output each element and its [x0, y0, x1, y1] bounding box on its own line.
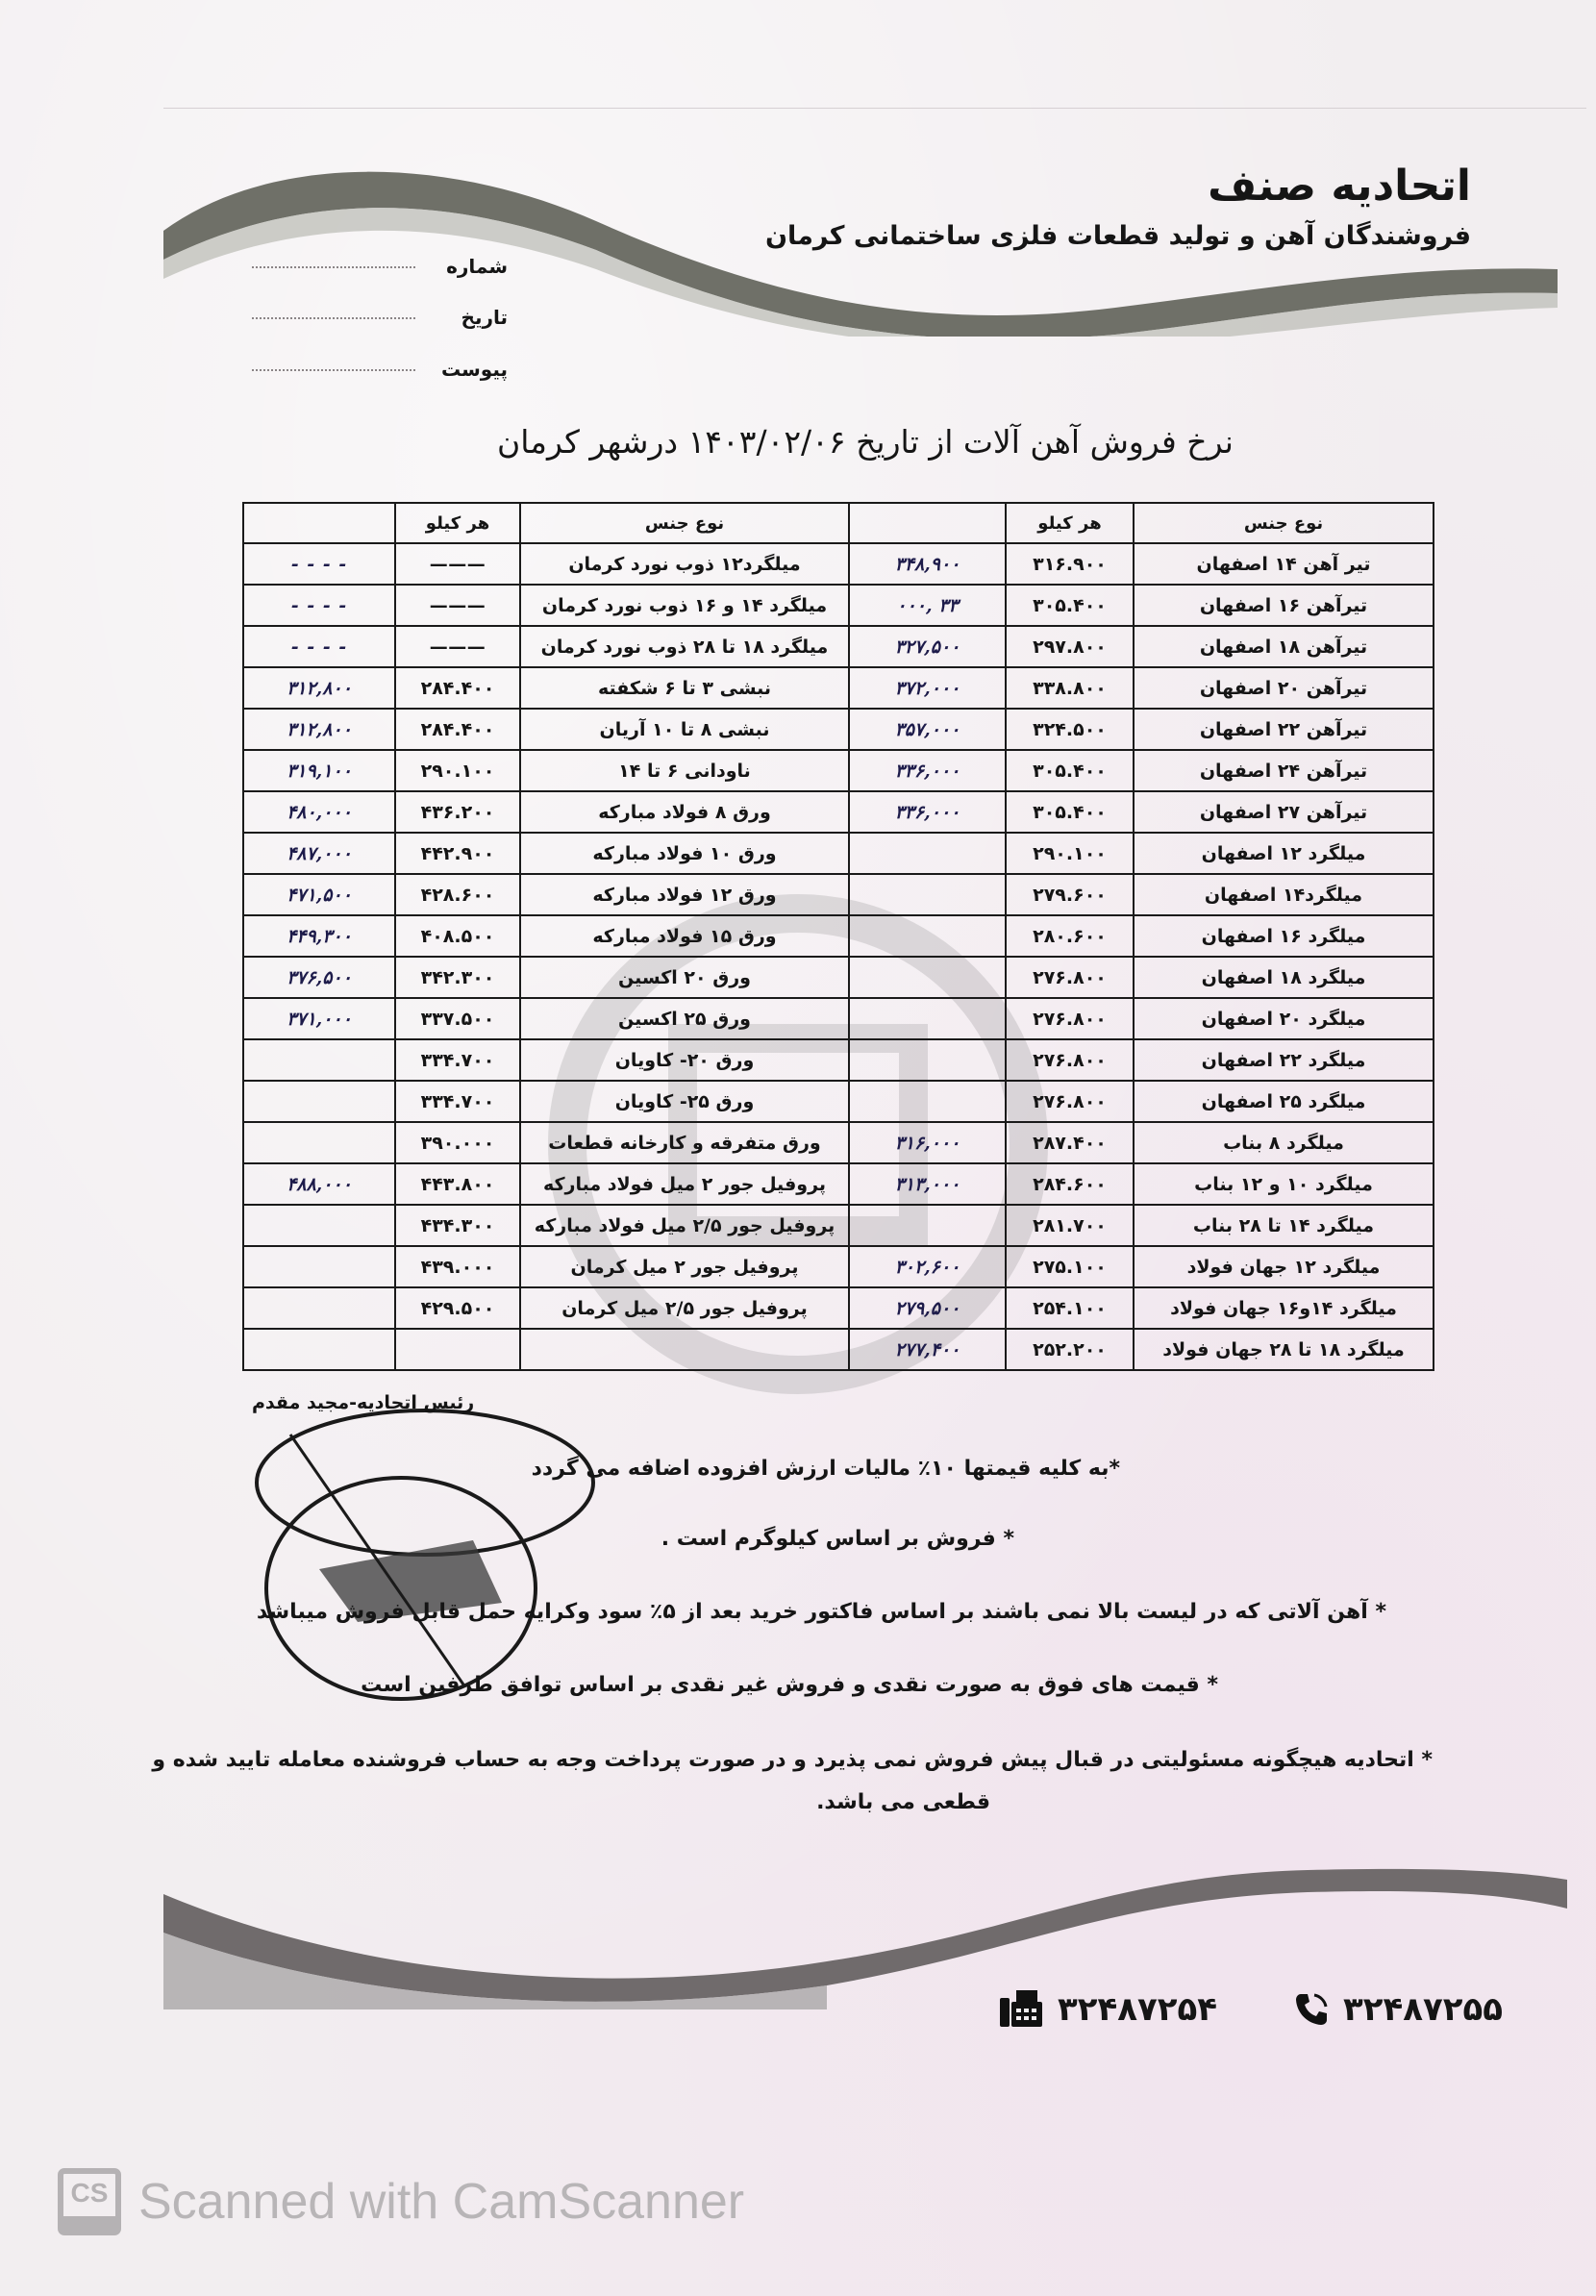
handwritten-price-left: [243, 1329, 395, 1370]
table-row: [243, 957, 1434, 998]
header-price-right: هر کیلو: [1006, 503, 1134, 543]
price-per-kilo-left: ۲۹۰.۱۰۰: [395, 750, 520, 791]
item-type-right: میلگرد ۲۲ اصفهان: [1134, 1039, 1434, 1081]
handwritten-price-left: - - - -: [243, 626, 395, 667]
document-title: نرخ فروش آهن آلات از تاریخ ۱۴۰۳/۰۲/۰۶ درشهر کرمان: [497, 423, 1234, 461]
handwritten-price-left: ۴۴۹,۳۰۰: [243, 915, 395, 957]
price-per-kilo-right: ۳۰۵.۴۰۰: [1006, 750, 1134, 791]
item-type-right: تیرآهن ۱۶ اصفهان: [1134, 585, 1434, 626]
handwritten-price-right: ۳۷۲,۰۰۰: [849, 667, 1006, 709]
table-row: [243, 585, 1434, 626]
item-type-left: میلگرد ۱۸ تا ۲۸ ذوب نورد کرمان: [520, 626, 849, 667]
handwritten-price-left: [243, 1205, 395, 1246]
price-per-kilo-right: ۳۰۵.۴۰۰: [1006, 791, 1134, 833]
item-type-right: میلگرد ۱۸ اصفهان: [1134, 957, 1434, 998]
phone-contact: [1293, 1990, 1503, 2029]
handwritten-price-left: - - - -: [243, 543, 395, 585]
field-date: [252, 306, 508, 329]
price-per-kilo-left: ۳۹۰.۰۰۰: [395, 1122, 520, 1163]
handwritten-price-left: ۴۸۸,۰۰۰: [243, 1163, 395, 1205]
table-row: [243, 1329, 1434, 1370]
price-per-kilo-left: ۴۰۸.۵۰۰: [395, 915, 520, 957]
header-price-left: هر کیلو: [395, 503, 520, 543]
org-title: اتحادیه صنف: [1208, 162, 1471, 211]
item-type-right: تیرآهن ۲۲ اصفهان: [1134, 709, 1434, 750]
note-unlisted-items: * آهن آلاتی که در لیست بالا نمی باشند بر اساس فاکتور خرید بعد از ۵٪ سود وکرایه حمل قابل فروش میباشد: [256, 1600, 1386, 1624]
table-row: [243, 750, 1434, 791]
item-type-left: پروفیل جور ۲ میل کرمان: [520, 1246, 849, 1287]
item-type-right: میلگرد ۲۰ اصفهان: [1134, 998, 1434, 1039]
note-sale-by-kg: * فروش بر اساس کیلوگرم است .: [661, 1527, 1014, 1551]
org-subtitle: فروشندگان آهن و تولید قطعات فلزی ساختمانی کرمان: [765, 221, 1471, 251]
handwritten-price-right: [849, 833, 1006, 874]
price-per-kilo-left: ۳۴۲.۳۰۰: [395, 957, 520, 998]
price-per-kilo-left: [395, 1329, 520, 1370]
table-row: [243, 998, 1434, 1039]
field-date-blank: [252, 316, 415, 319]
header-type-right: نوع جنس: [1134, 503, 1434, 543]
page-edge: [163, 108, 1586, 109]
note-liability-cont: قطعی می باشد.: [816, 1790, 990, 1814]
handwritten-price-left: ۴۸۰,۰۰۰: [243, 791, 395, 833]
item-type-left: پروفیل جور ۲ میل فولاد مبارکه: [520, 1163, 849, 1205]
note-vat: *به کلیه قیمتها ۱۰٪ مالیات ارزش افزوده اضافه می گردد: [531, 1457, 1120, 1481]
item-type-left: ورق متفرقه و کارخانه قطعات: [520, 1122, 849, 1163]
price-per-kilo-left: ۳۳۴.۷۰۰: [395, 1039, 520, 1081]
handwritten-price-left: [243, 1081, 395, 1122]
phone-number: ۳۲۴۸۷۲۵۵: [1343, 1990, 1504, 2029]
item-type-left: نبشی ۳ تا ۶ شکفته: [520, 667, 849, 709]
handwritten-price-left: [243, 1122, 395, 1163]
price-per-kilo-right: ۲۷۵.۱۰۰: [1006, 1246, 1134, 1287]
price-per-kilo-left: ———: [395, 543, 520, 585]
price-per-kilo-left: ۴۴۲.۹۰۰: [395, 833, 520, 874]
price-per-kilo-left: ۲۸۴.۴۰۰: [395, 709, 520, 750]
item-type-right: تیرآهن ۲۰ اصفهان: [1134, 667, 1434, 709]
handwritten-price-right: ۳۳ ,۰۰۰: [849, 585, 1006, 626]
table-row: [243, 1081, 1434, 1122]
price-per-kilo-right: ۲۹۷.۸۰۰: [1006, 626, 1134, 667]
handwritten-price-left: [243, 1287, 395, 1329]
item-type-left: ورق ۲۵ اکسین: [520, 998, 849, 1039]
price-per-kilo-right: ۳۰۵.۴۰۰: [1006, 585, 1134, 626]
price-per-kilo-right: ۳۲۴.۵۰۰: [1006, 709, 1134, 750]
fax-contact: [1000, 1990, 1217, 2029]
handwritten-price-right: [849, 998, 1006, 1039]
item-type-left: ورق ۱۵ فولاد مبارکه: [520, 915, 849, 957]
item-type-left: ورق ۸ فولاد مبارکه: [520, 791, 849, 833]
price-per-kilo-right: ۲۷۹.۶۰۰: [1006, 874, 1134, 915]
item-type-right: میلگرد ۱۰ و ۱۲ بناب: [1134, 1163, 1434, 1205]
table-row: [243, 626, 1434, 667]
table-row: [243, 1039, 1434, 1081]
price-per-kilo-right: ۲۵۲.۲۰۰: [1006, 1329, 1134, 1370]
price-per-kilo-right: ۲۸۰.۶۰۰: [1006, 915, 1134, 957]
price-per-kilo-right: ۳۱۶.۹۰۰: [1006, 543, 1134, 585]
table-row: [243, 1122, 1434, 1163]
item-type-right: تیر آهن ۱۴ اصفهان: [1134, 543, 1434, 585]
price-per-kilo-left: ———: [395, 585, 520, 626]
table-row: [243, 709, 1434, 750]
price-per-kilo-left: ۴۳۶.۲۰۰: [395, 791, 520, 833]
field-date-label: تاریخ: [461, 306, 508, 329]
header-type-left: نوع جنس: [520, 503, 849, 543]
item-type-right: میلگرد ۱۴ تا ۲۸ بناب: [1134, 1205, 1434, 1246]
field-number-label: شماره: [446, 255, 508, 278]
item-type-right: تیرآهن ۲۷ اصفهان: [1134, 791, 1434, 833]
handwritten-price-right: [849, 915, 1006, 957]
item-type-left: [520, 1329, 849, 1370]
table-row: [243, 833, 1434, 874]
price-per-kilo-right: ۳۳۸.۸۰۰: [1006, 667, 1134, 709]
handwritten-price-right: [849, 1081, 1006, 1122]
field-attachment: [252, 358, 508, 381]
item-type-right: میلگرد ۲۵ اصفهان: [1134, 1081, 1434, 1122]
item-type-left: ورق ۲۰- کاویان: [520, 1039, 849, 1081]
fax-number: ۳۲۴۸۷۲۵۴: [1058, 1990, 1218, 2029]
item-type-left: ورق ۲۰ اکسین: [520, 957, 849, 998]
item-type-left: ورق ۱۰ فولاد مبارکه: [520, 833, 849, 874]
item-type-right: تیرآهن ۲۴ اصفهان: [1134, 750, 1434, 791]
camscanner-logo-icon: CS: [58, 2168, 121, 2235]
handwritten-price-right: ۳۱۶,۰۰۰: [849, 1122, 1006, 1163]
handwritten-price-right: ۳۱۳,۰۰۰: [849, 1163, 1006, 1205]
table-header-row: [243, 503, 1434, 543]
item-type-right: میلگرد ۸ بناب: [1134, 1122, 1434, 1163]
table-row: [243, 1163, 1434, 1205]
item-type-left: میلگرد۱۲ ذوب نورد کرمان: [520, 543, 849, 585]
table-row: [243, 543, 1434, 585]
handwritten-price-right: ۳۳۶,۰۰۰: [849, 791, 1006, 833]
handwritten-price-left: ۳۱۲,۸۰۰: [243, 667, 395, 709]
price-per-kilo-right: ۲۹۰.۱۰۰: [1006, 833, 1134, 874]
item-type-right: میلگرد ۱۲ جهان فولاد: [1134, 1246, 1434, 1287]
handwritten-price-left: - - - -: [243, 585, 395, 626]
signer-name: رئیس اتحادیه-مجید مقدم: [252, 1392, 475, 1413]
handwritten-price-right: ۳۰۲,۶۰۰: [849, 1246, 1006, 1287]
handwritten-price-right: ۲۷۷,۴۰۰: [849, 1329, 1006, 1370]
item-type-left: ناودانی ۶ تا ۱۴: [520, 750, 849, 791]
table-row: [243, 1205, 1434, 1246]
official-stamp: [252, 1396, 656, 1713]
handwritten-price-right: [849, 957, 1006, 998]
price-per-kilo-right: ۲۸۱.۷۰۰: [1006, 1205, 1134, 1246]
field-attachment-blank: [252, 368, 415, 371]
handwritten-price-left: ۴۷۱,۵۰۰: [243, 874, 395, 915]
handwritten-price-left: [243, 1039, 395, 1081]
price-per-kilo-right: ۲۷۶.۸۰۰: [1006, 1081, 1134, 1122]
price-per-kilo-left: ۴۲۸.۶۰۰: [395, 874, 520, 915]
item-type-left: میلگرد ۱۴ و ۱۶ ذوب نورد کرمان: [520, 585, 849, 626]
handwritten-price-right: [849, 1205, 1006, 1246]
table-row: [243, 667, 1434, 709]
price-per-kilo-left: ۴۴۳.۸۰۰: [395, 1163, 520, 1205]
handwritten-price-right: ۳۴۸,۹۰۰: [849, 543, 1006, 585]
handwritten-price-left: ۴۸۷,۰۰۰: [243, 833, 395, 874]
field-number: [252, 255, 508, 278]
price-per-kilo-right: ۲۸۷.۴۰۰: [1006, 1122, 1134, 1163]
camscanner-text: Scanned with CamScanner: [138, 2174, 745, 2230]
price-per-kilo-left: ۴۲۹.۵۰۰: [395, 1287, 520, 1329]
item-type-right: میلگرد ۱۴و۱۶ جهان فولاد: [1134, 1287, 1434, 1329]
header-handwritten-left: [243, 503, 395, 543]
handwritten-price-right: [849, 1039, 1006, 1081]
price-per-kilo-left: ۳۳۴.۷۰۰: [395, 1081, 520, 1122]
header-handwritten-right: [849, 503, 1006, 543]
price-per-kilo-left: ۲۸۴.۴۰۰: [395, 667, 520, 709]
table-row: [243, 915, 1434, 957]
handwritten-price-right: ۲۷۹,۵۰۰: [849, 1287, 1006, 1329]
price-per-kilo-right: ۲۷۶.۸۰۰: [1006, 957, 1134, 998]
price-per-kilo-left: ۴۳۴.۳۰۰: [395, 1205, 520, 1246]
price-per-kilo-right: ۲۷۶.۸۰۰: [1006, 998, 1134, 1039]
item-type-right: میلگرد ۱۸ تا ۲۸ جهان فولاد: [1134, 1329, 1434, 1370]
table-row: [243, 1246, 1434, 1287]
item-type-left: نبشی ۸ تا ۱۰ آریان: [520, 709, 849, 750]
field-attachment-label: پیوست: [440, 358, 508, 381]
handwritten-price-left: ۳۱۹,۱۰۰: [243, 750, 395, 791]
handwritten-price-left: ۳۷۶,۵۰۰: [243, 957, 395, 998]
field-number-blank: [252, 265, 415, 268]
price-table: [242, 502, 1434, 1371]
handwritten-price-left: ۳۱۲,۸۰۰: [243, 709, 395, 750]
table-row: [243, 1287, 1434, 1329]
price-per-kilo-right: ۲۵۴.۱۰۰: [1006, 1287, 1134, 1329]
item-type-right: میلگرد ۱۶ اصفهان: [1134, 915, 1434, 957]
item-type-right: میلگرد۱۴ اصفهان: [1134, 874, 1434, 915]
item-type-left: پروفیل جور ۲/۵ میل کرمان: [520, 1287, 849, 1329]
item-type-left: ورق ۲۵- کاویان: [520, 1081, 849, 1122]
price-per-kilo-right: ۲۷۶.۸۰۰: [1006, 1039, 1134, 1081]
handwritten-price-right: [849, 874, 1006, 915]
price-per-kilo-left: ۴۳۹.۰۰۰: [395, 1246, 520, 1287]
phone-icon: [1293, 1991, 1330, 2028]
table-row: [243, 791, 1434, 833]
note-cash-prices: * قیمت های فوق به صورت نقدی و فروش غیر نقدی بر اساس توافق طرفین است: [361, 1673, 1218, 1697]
price-per-kilo-left: ۳۳۷.۵۰۰: [395, 998, 520, 1039]
note-liability: * اتحادیه هیچگونه مسئولیتی در قبال پیش فروش نمی پذیرد و در صورت پرداخت وجه به حساب فروشنده معامله تایید شده و: [152, 1748, 1433, 1772]
camscanner-watermark: [58, 2168, 744, 2235]
item-type-left: پروفیل جور ۲/۵ میل فولاد مبارکه: [520, 1205, 849, 1246]
handwritten-price-left: [243, 1246, 395, 1287]
fax-icon: [1000, 1990, 1044, 2029]
handwritten-price-left: ۳۷۱,۰۰۰: [243, 998, 395, 1039]
item-type-right: تیرآهن ۱۸ اصفهان: [1134, 626, 1434, 667]
handwritten-price-right: ۳۳۶,۰۰۰: [849, 750, 1006, 791]
footer-wave-decoration: [154, 1856, 1577, 2009]
item-type-right: میلگرد ۱۲ اصفهان: [1134, 833, 1434, 874]
handwritten-price-right: ۳۵۷,۰۰۰: [849, 709, 1006, 750]
table-row: [243, 874, 1434, 915]
price-per-kilo-right: ۲۸۴.۶۰۰: [1006, 1163, 1134, 1205]
handwritten-price-right: ۳۲۷,۵۰۰: [849, 626, 1006, 667]
price-per-kilo-left: ———: [395, 626, 520, 667]
item-type-left: ورق ۱۲ فولاد مبارکه: [520, 874, 849, 915]
